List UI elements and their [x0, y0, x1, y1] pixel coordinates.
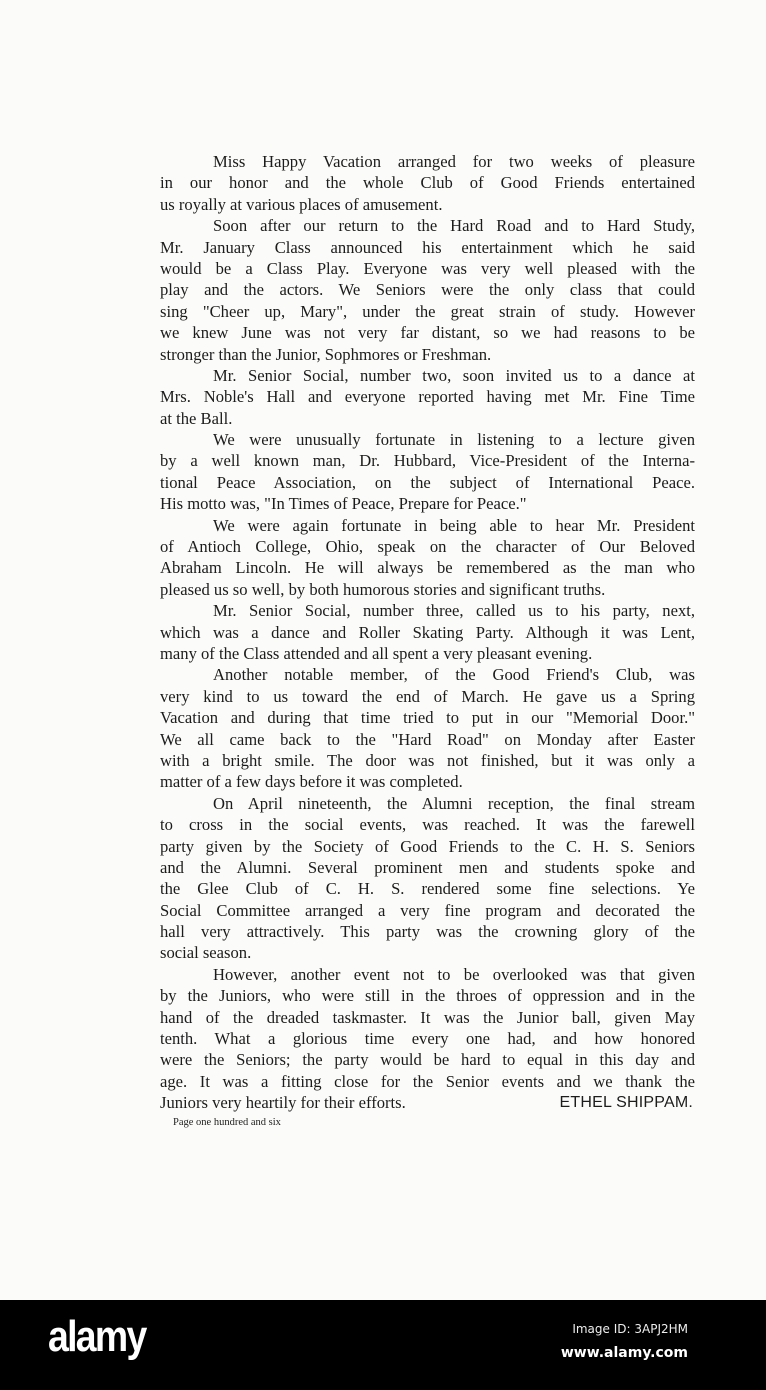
- text-line: Abraham Lincoln. He will always be remembered as the man who: [160, 558, 695, 578]
- paragraph: [160, 151, 695, 215]
- text-line: us royally at various places of amusement.: [160, 194, 443, 214]
- page-number: Page one hundred and six: [173, 1117, 281, 1128]
- text-line: We all came back to the "Hard Road" on Monday after Easter: [160, 729, 695, 749]
- text-line: Soon after our return to the Hard Road and to Hard Study,: [213, 216, 695, 236]
- paragraph: [160, 600, 695, 664]
- text-line: stronger than the Junior, Sophmores or Freshman.: [160, 344, 492, 364]
- text-line: to cross in the social events, was reached. It was the farewell: [160, 815, 695, 835]
- text-line: However, another event not to be overlooked was that given: [213, 964, 695, 984]
- text-line: Mr. Senior Social, number three, called us to his party, next,: [213, 601, 695, 621]
- text-line: Vacation and during that time tried to put in our "Memorial Door.": [160, 708, 695, 728]
- text-line: the Glee Club of C. H. S. rendered some fine selections. Ye: [160, 879, 695, 899]
- paragraph: [160, 515, 695, 601]
- text-line: many of the Class attended and all spent a very pleasant evening.: [160, 643, 593, 663]
- text-line: we knew June was not very far distant, so we had reasons to be: [160, 323, 695, 343]
- paragraph: [160, 215, 695, 365]
- text-line: Miss Happy Vacation arranged for two weeks of pleasure: [213, 152, 695, 171]
- text-line: by a well known man, Dr. Hubbard, Vice-President of the Interna-: [160, 451, 695, 471]
- text-line: tenth. What a glorious time every one had, and how honored: [160, 1029, 695, 1049]
- closing-line: [160, 1092, 695, 1113]
- text-line: His motto was, "In Times of Peace, Prepare for Peace.": [160, 494, 527, 514]
- text-line: On April nineteenth, the Alumni reception, the final stream: [213, 793, 695, 813]
- text-line: Mr. Senior Social, number two, soon invited us to a dance at: [213, 365, 695, 385]
- text-line: We were unusually fortunate in listening to a lecture given: [213, 430, 695, 450]
- text-line: sing "Cheer up, Mary", under the great strain of study. However: [160, 301, 695, 321]
- text-line: at the Ball.: [160, 408, 233, 428]
- paragraph: [160, 964, 695, 1114]
- text-line: We were again fortunate in being able to hear Mr. President: [213, 515, 695, 535]
- text-line: with a bright smile. The door was not finished, but it was only a: [160, 750, 695, 770]
- text-line: Social Committee arranged a very fine program and decorated the: [160, 900, 695, 920]
- paragraph: [160, 664, 695, 792]
- paragraph: [160, 793, 695, 964]
- alamy-logo: alamy: [48, 1312, 146, 1361]
- text-line: Juniors very heartily for their efforts.: [160, 1093, 406, 1113]
- paragraph: [160, 429, 695, 515]
- text-line: Mrs. Noble's Hall and everyone reported having met Mr. Fine Time: [160, 387, 695, 407]
- text-line: social season.: [160, 943, 252, 963]
- text-line: party given by the Society of Good Friends to the C. H. S. Seniors: [160, 836, 695, 856]
- text-line: Another notable member, of the Good Friend's Club, was: [213, 665, 695, 685]
- text-line: Mr. January Class announced his entertainment which he said: [160, 237, 695, 257]
- text-line: matter of a few days before it was completed.: [160, 772, 463, 792]
- text-line: very kind to us toward the end of March. He gave us a Spring: [160, 686, 695, 706]
- text-line: would be a Class Play. Everyone was very well pleased with the: [160, 258, 695, 278]
- document-body: [160, 151, 695, 1114]
- image-id: Image ID: 3APJ2HM: [572, 1322, 688, 1336]
- watermark-banner: [0, 1300, 766, 1390]
- text-line: play and the actors. We Seniors were the only class that could: [160, 280, 695, 300]
- author-signature: ETHEL SHIPPAM.: [559, 1094, 693, 1112]
- text-line: hall very attractively. This party was the crowning glory of the: [160, 922, 695, 942]
- text-line: were the Seniors; the party would be hard to equal in this day and: [160, 1050, 695, 1070]
- text-line: by the Juniors, who were still in the throes of oppression and in the: [160, 986, 695, 1006]
- paragraph: [160, 365, 695, 429]
- text-line: hand of the dreaded taskmaster. It was the Junior ball, given May: [160, 1007, 695, 1027]
- text-line: pleased us so well, by both humorous stories and significant truths.: [160, 579, 606, 599]
- text-line: age. It was a fitting close for the Senior events and we thank the: [160, 1071, 695, 1091]
- site-url: www.alamy.com: [560, 1345, 688, 1361]
- text-line: in our honor and the whole Club of Good Friends entertained: [160, 173, 695, 193]
- text-line: and the Alumni. Several prominent men and students spoke and: [160, 857, 695, 877]
- text-line: tional Peace Association, on the subject of International Peace.: [160, 472, 695, 492]
- text-line: which was a dance and Roller Skating Party. Although it was Lent,: [160, 622, 695, 642]
- text-line: of Antioch College, Ohio, speak on the character of Our Beloved: [160, 537, 695, 557]
